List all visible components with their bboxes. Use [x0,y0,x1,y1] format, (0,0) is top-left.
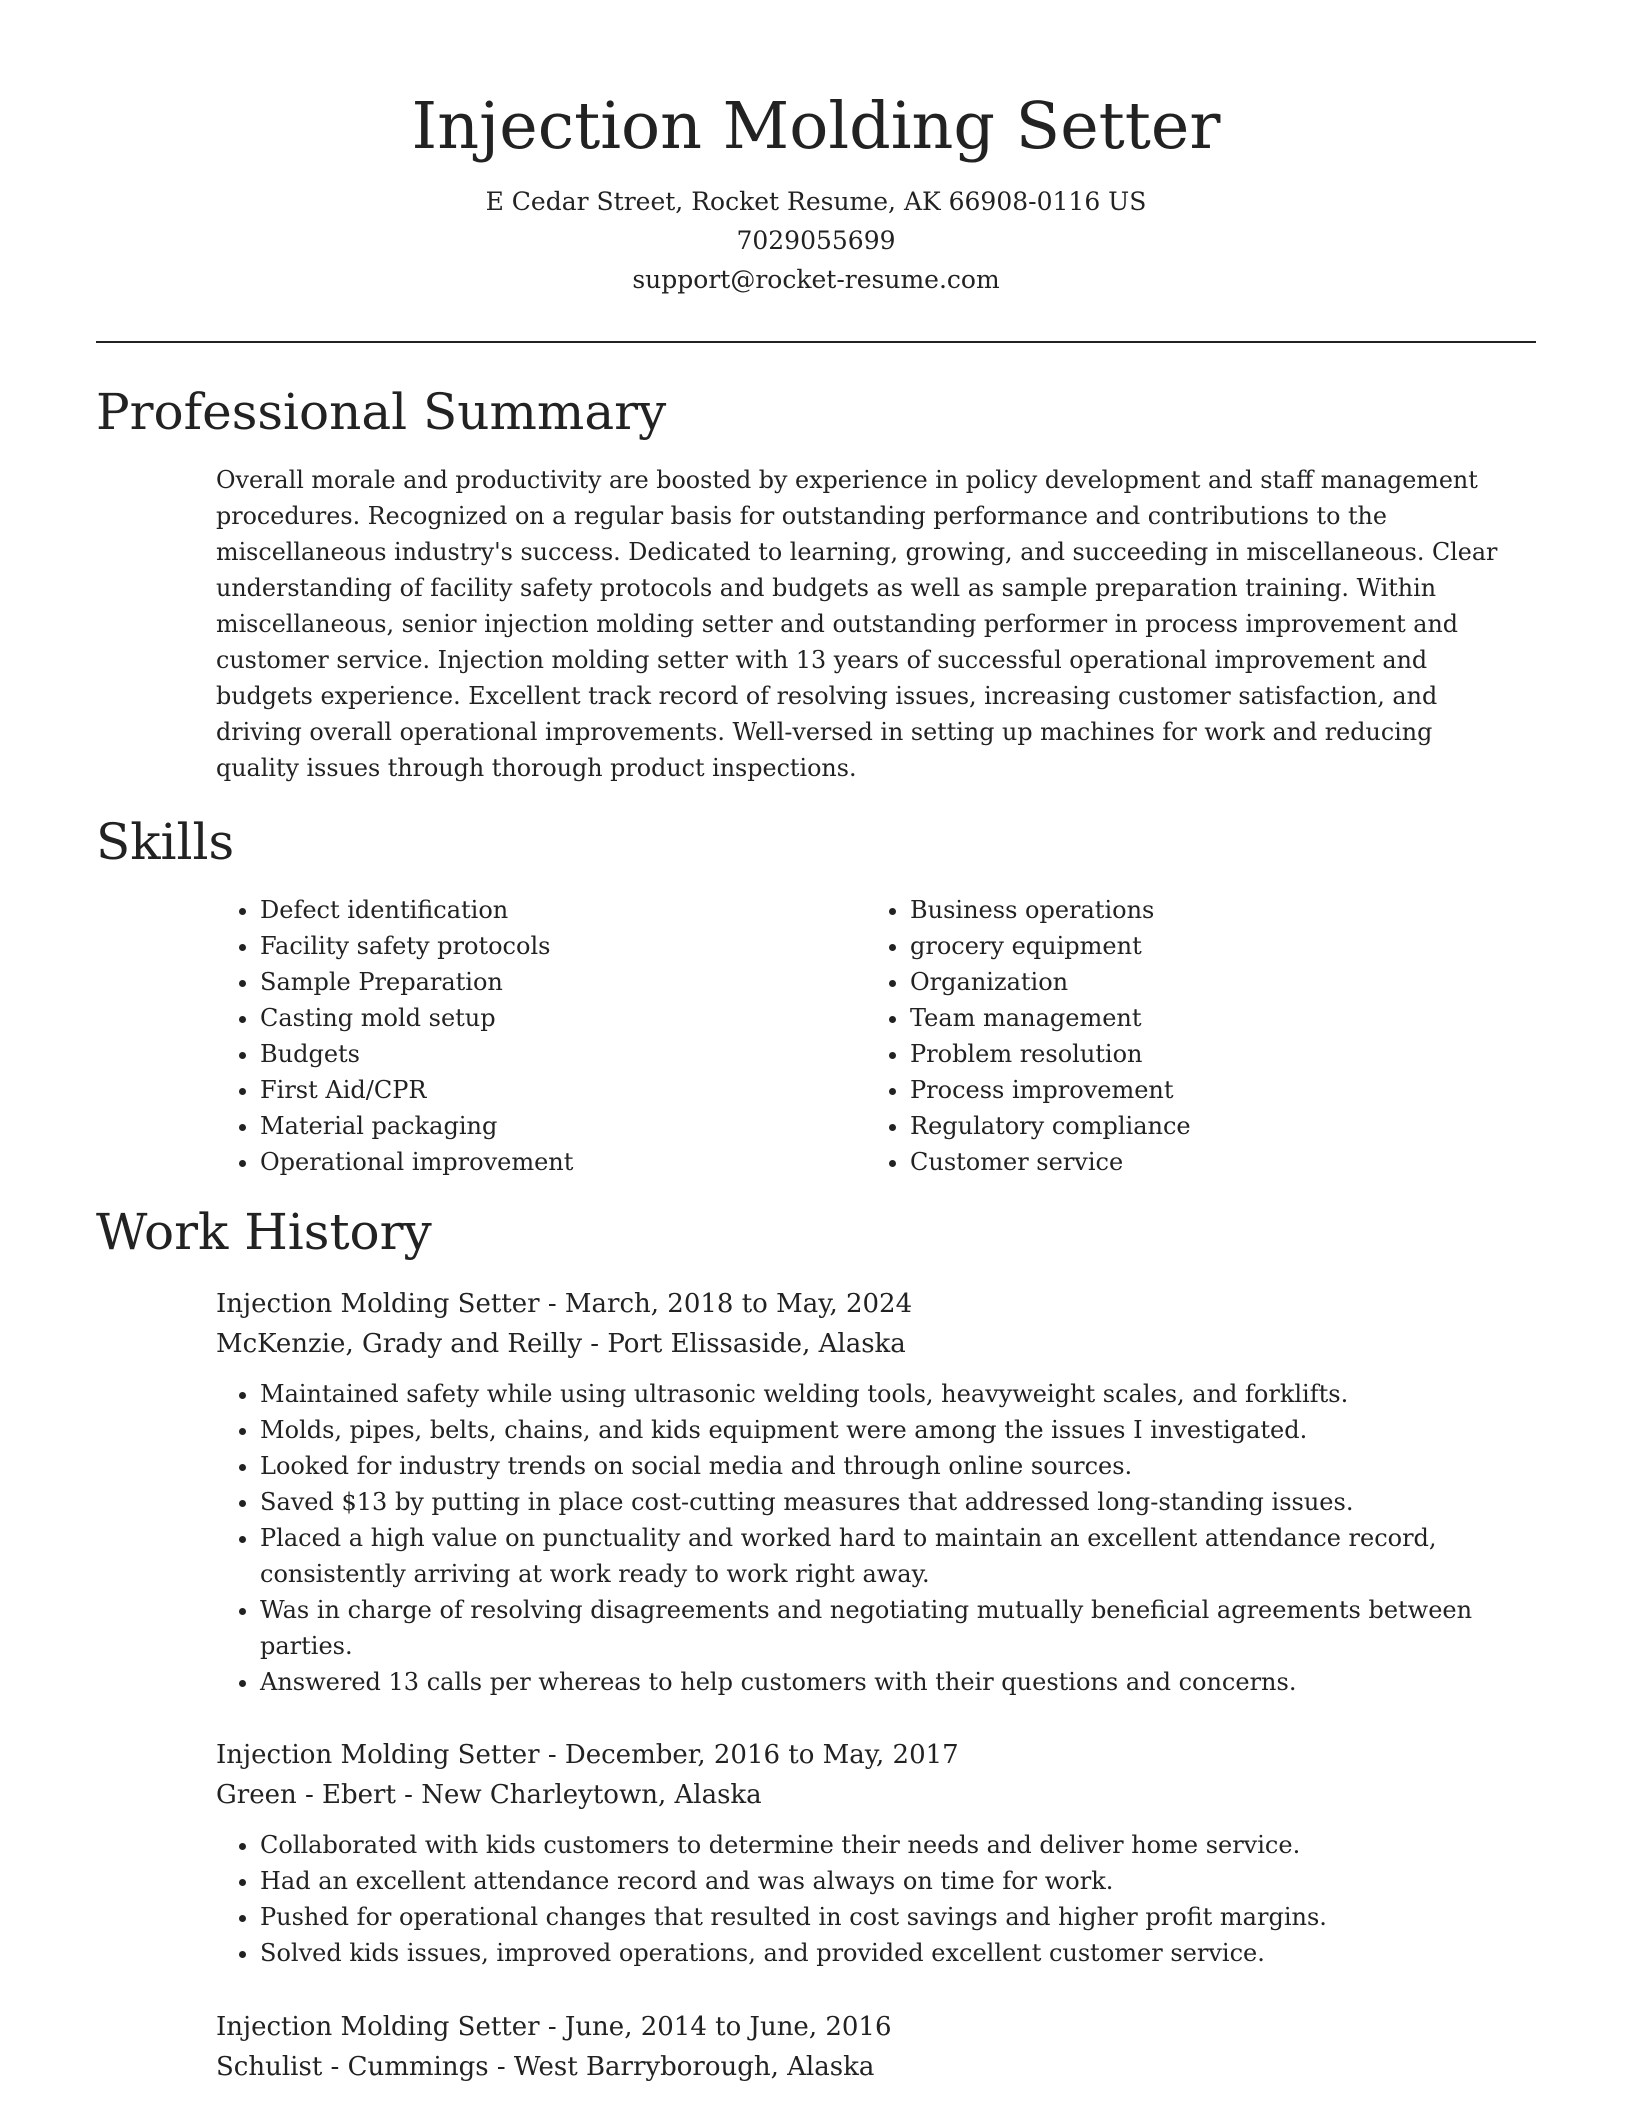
skill-item: • Operational improvement [260,1144,866,1180]
job-dates: - December, 2016 to May, 2017 [539,1740,959,1770]
skill-item: • Team management [910,1000,1516,1036]
job-company: Schulist - Cummings [216,2052,489,2082]
skills-heading: Skills [96,813,235,871]
candidate-name: Injection Molding Setter [411,89,1221,164]
contact-phone: 7029055699 [736,226,896,255]
contact-email: support@rocket-resume.com [632,265,1000,294]
contact-block [0,182,1632,299]
job-company: Green - Ebert [216,1780,396,1810]
job-title-line [216,2007,1536,2047]
skill-item: • Regulatory compliance [910,1108,1516,1144]
job-bullet: • Answered 13 calls per whereas to help customers with their questions and concerns. [260,1664,1536,1700]
job-entry [216,1284,1536,1700]
job-company: McKenzie, Grady and Reilly [216,1329,583,1359]
job-bullet: • Saved $13 by putting in place cost-cutting measures that addressed long-standing issues. [260,1484,1536,1520]
job-company-line [216,1775,1536,1815]
skill-item: • Process improvement [910,1072,1516,1108]
job-role: Injection Molding Setter [216,1289,540,1319]
skill-item: • First Aid/CPR [260,1072,866,1108]
skill-item: • Organization [910,964,1516,1000]
skill-item: • Casting mold setup [260,1000,866,1036]
skill-item: • Customer service [910,1144,1516,1180]
skill-item: • grocery equipment [910,928,1516,964]
job-location: - Port Elissaside, Alaska [582,1329,906,1359]
job-bullet: • Looked for industry trends on social media and through online sources. [260,1448,1536,1484]
job-bullet: • Maintained safety while using ultrasonic welding tools, heavyweight scales, and forklifts. [260,1376,1536,1412]
job-company-line [216,1324,1536,1364]
contact-address: E Cedar Street, Rocket Resume, AK 66908-0116 US [485,187,1147,216]
job-title-line [216,1284,1536,1324]
job-bullet: • Molds, pipes, belts, chains, and kids equipment were among the issues I investigated. [260,1412,1536,1448]
job-dates: - March, 2018 to May, 2024 [539,1289,913,1319]
work-history-heading: Work History [96,1203,432,1261]
skills-list [216,892,1516,1180]
job-bullet: • Was in charge of resolving disagreements and negotiating mutually beneficial agreements between parties. [260,1592,1536,1664]
resume-header [0,82,1632,299]
job-company-line [216,2047,1536,2087]
job-entry [216,2007,1536,2087]
summary-heading: Professional Summary [96,383,667,441]
job-dates: - June, 2014 to June, 2016 [539,2012,892,2042]
header-divider [96,341,1536,343]
skill-item: • Problem resolution [910,1036,1516,1072]
skill-item: • Defect identification [260,892,866,928]
job-bullet: • Had an excellent attendance record and was always on time for work. [260,1863,1536,1899]
skill-item: • Budgets [260,1036,866,1072]
skill-item: • Business operations [910,892,1516,928]
job-bullets [216,1376,1536,1700]
job-location: - West Barryborough, Alaska [488,2052,875,2082]
job-bullet: • Collaborated with kids customers to determine their needs and deliver home service. [260,1827,1536,1863]
skill-item: • Sample Preparation [260,964,866,1000]
job-title-line [216,1735,1536,1775]
job-bullets [216,1827,1536,1971]
job-role: Injection Molding Setter [216,2012,540,2042]
job-entry [216,1735,1536,1971]
job-role: Injection Molding Setter [216,1740,540,1770]
job-bullet: • Pushed for operational changes that resulted in cost savings and higher profit margins. [260,1899,1536,1935]
skill-item: • Facility safety protocols [260,928,866,964]
skill-item: • Material packaging [260,1108,866,1144]
job-bullet: • Placed a high value on punctuality and worked hard to maintain an excellent attendance record, consistently arriving at work ready to work right away. [260,1520,1536,1592]
job-location: - New Charleytown, Alaska [395,1780,762,1810]
skills-column-left [216,892,866,1180]
summary-text: Overall morale and productivity are boosted by experience in policy development and staff management procedures. Recognized on a regular basis for outstanding performance and contributions to the miscellaneous industry's success. Dedicated to learning, growing, and succeeding in miscellaneous. Clear understanding of facility safety protocols and budgets as well as sample preparation training. Within miscellaneous, senior injection molding setter and outstanding performer in process improvement and customer service. Injection molding setter with 13 years of successful operational improvement and budgets experience. Excellent track record of resolving issues, increasing customer satisfaction, and driving overall operational improvements. Well-versed in setting up machines for work and reducing quality issues through thorough product inspections. [216,466,1498,782]
job-bullet: • Solved kids issues, improved operations, and provided excellent customer service. [260,1935,1536,1971]
skills-column-right [866,892,1516,1180]
